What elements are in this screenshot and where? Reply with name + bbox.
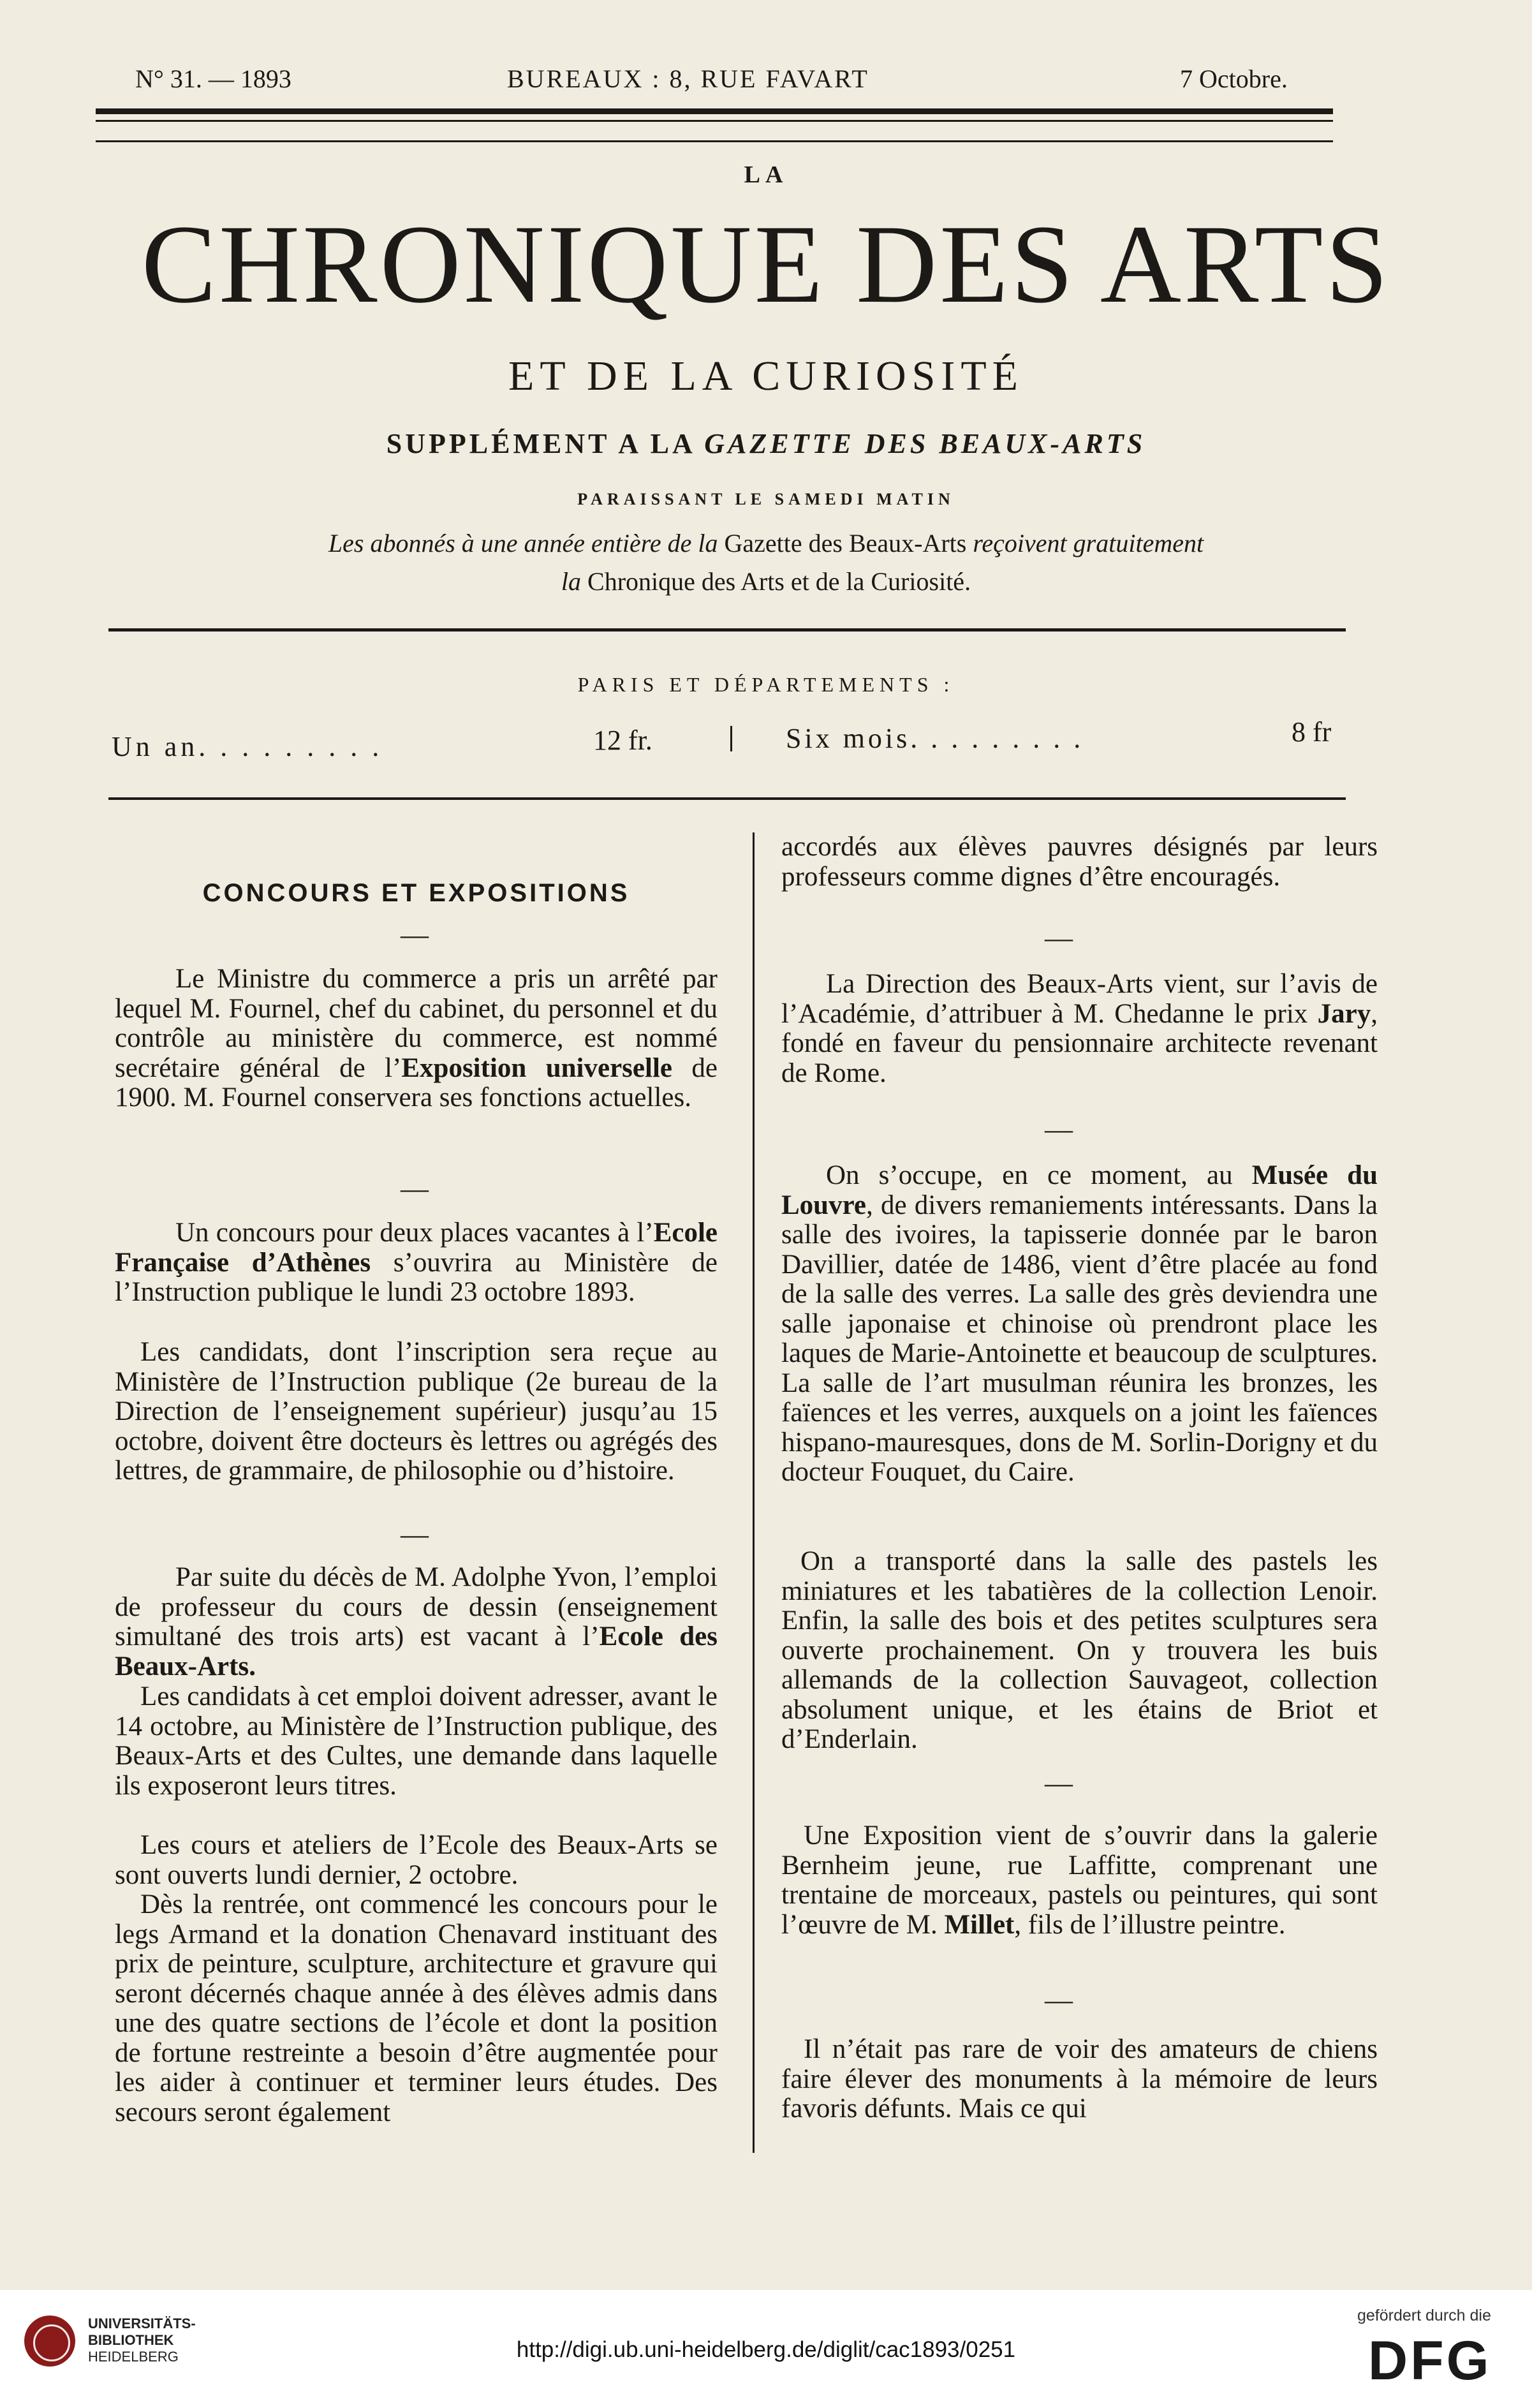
separator: — [1045,1768,1073,1799]
office-address: BUREAUX : 8, RUE FAVART [507,64,869,93]
year-label: Un an. . . . . . . . . [112,731,383,762]
text: On s’occupe, en ce moment, au [826,1160,1252,1190]
separator: — [401,919,429,950]
dfg-logo: DFG [1368,2330,1492,2391]
text: , fils de l’illustre peintre. [1014,1909,1286,1940]
paragraph-millet [781,1821,1378,1940]
subscribers-text-b: Gazette des Beaux-Arts [724,529,967,558]
funding-note: gefördert durch die [1357,2307,1491,2324]
separator: — [1045,1984,1073,2016]
paragraph-louvre [781,1161,1378,1488]
masthead-la: LA [744,161,788,188]
six-months-label: Six mois. . . . . . . . . [786,723,1084,754]
issue-number: N° 31. — 1893 [135,64,291,93]
paragraph-jary [781,970,1378,1088]
paragraph-athenes [115,1218,718,1308]
six-months-price: 8 fr [1292,716,1332,748]
supplement-gazette: GAZETTE DES BEAUX-ARTS [704,428,1146,459]
paragraph-chiens: Il n’était pas rare de voir des amateurs de chiens faire élever des monuments à la mémoire de leurs favoris défunts. Mais ce qui [781,2034,1378,2124]
column-divider [753,832,755,2153]
masthead-title: CHRONIQUE DES ARTS [141,202,1391,327]
paragraph-emploi: Les candidats à cet emploi doivent adresser, avant le 14 octobre, au Ministère de l’Instruction publique, des Beaux-Arts et des Cultes, une demande dans laquelle ils exposeront leurs titres. [115,1681,718,1801]
price-divider [730,726,732,751]
bold-text: Exposition universelle [401,1053,672,1083]
text: Une Exposition vient de s’ouvrir dans la galerie Bernheim jeune, rue Laffitte, comprenant une trentaine de morceaux, pastels ou peintures, qui sont l’œuvre de M. [781,1821,1378,1940]
schedule-line: PARAISSANT LE SAMEDI MATIN [577,490,955,508]
bold-text: Millet [944,1909,1015,1940]
separator: — [1045,1114,1073,1145]
bold-text: Ecole des Beaux-Arts. [115,1621,718,1681]
text: , fondé en faveur du pensionnaire architecte revenant de Rome. [781,998,1378,1088]
paragraph-rentree: Dès la rentrée, ont commencé les concours pour le legs Armand et la donation Chenavard instituant des prix de peinture, sculpture, architecture et gravure qui seront décernés chaque année à des élèves admis dans une des quatre sections de l’école et dont la position de fortune restreinte a besoin d’être augmentée pour les aider à continuer et terminer leurs études. Des secours seront également [115,1889,718,2127]
supplement-line [0,427,1532,460]
text: La Direction des Beaux-Arts vient, sur l’avis de l’Académie, d’attribuer à M. Chedanne le prix [781,969,1378,1029]
section-heading: CONCOURS ET EXPOSITIONS [202,879,630,907]
issue-date: 7 Octobre. [1180,64,1288,93]
text: Par suite du décès de M. Adolphe Yvon, l’emploi de professeur du cours de dessin (enseignement simultané des trois arts) est vacant à l’ [115,1562,718,1651]
library-line: BIBLIOTHEK [88,2332,174,2348]
subscribers-line-2 [0,566,1532,596]
text: , de divers remaniements intéressants. Dans la salle des ivoires, la tapisserie donnée par le baron Davillier, datée de 1486, vient d’être placée au fond de la salle des verres. La salle des grès deviendra une salle japonaise et chinoise où prendront place les laques de Marie-Antoinette et beaucoup de sculptures. La salle de l’art musulman réunira les bronzes, les faïences et les verres, auxquels on a joint les faïences hispano-mauresques, dons de M. Sorlin-Dorigny et du docteur Fouquet, du Caire. [781,1190,1378,1487]
masthead-bottom-rule [108,628,1346,632]
subscribers-text-a: Les abonnés à une année entière de la [328,529,725,558]
subscribers-line-1 [0,528,1532,558]
paragraph-exposition [115,964,718,1113]
library-line: HEIDELBERG [88,2349,179,2365]
paragraph-yvon [115,1563,718,1681]
top-thin-rule [96,120,1333,122]
subscribers-text-d: la [561,567,588,596]
bold-text: Musée du Louvre [781,1160,1378,1220]
top-thick-rule [96,108,1333,114]
separator: — [1045,922,1073,954]
text: de 1900. M. Fournel conservera ses fonctions actuelles. [115,1053,718,1112]
top-thin-rule-2 [96,140,1333,142]
subscription-heading: PARIS ET DÉPARTEMENTS : [577,673,955,696]
paragraph-pastels: On a transporté dans la salle des pastels les miniatures et les tabatières de la collection Lenoir. Enfin, la salle des bois et des petites sculptures sera ouverte prochainement. On y trouvera les buis allemands de la collection Sauvageot, collection absolument unique, et les étains de Briot et d’Enderlain. [781,1546,1378,1754]
masthead-subtitle: ET DE LA CURIOSITÉ [508,353,1024,399]
digitization-footer [0,2290,1532,2408]
permalink-url[interactable]: http://digi.ub.uni-heidelberg.de/diglit/cac1893/0251 [516,2337,1016,2362]
paragraph-cours: Les cours et ateliers de l’Ecole des Beaux-Arts se sont ouverts lundi dernier, 2 octobre. [115,1830,718,1890]
separator: — [401,1519,429,1550]
year-price: 12 fr. [593,725,652,756]
text: Le Ministre du commerce a pris un arrêté par lequel M. Fournel, chef du cabinet, du personnel et du contrôle au ministère du commerce, est nommé secrétaire général de l’ [115,964,718,1083]
subscription-bottom-rule [108,797,1346,800]
supplement-prefix: SUPPLÉMENT A LA [386,428,705,459]
text: Un concours pour deux places vacantes à l’ [175,1218,654,1248]
library-line: UNIVERSITÄTS- [88,2316,196,2331]
text: s’ouvrira au Ministère de l’Instruction publique le lundi 23 octobre 1893. [115,1247,718,1307]
paragraph-accordes: accordés aux élèves pauvres désignés par leurs professeurs comme dignes d’être encouragés. [781,832,1378,892]
separator: — [401,1173,429,1204]
paragraph-candidats: Les candidats, dont l’inscription sera reçue au Ministère de l’Instruction publique (2e bureau de la Direction de l’enseignement supérieur) jusqu’au 15 octobre, doivent être docteurs ès lettres ou agrégés des lettres, de grammaire, de philosophie ou d’histoire. [115,1337,718,1486]
subscribers-text-e: Chronique des Arts et de la Curiosité. [587,567,971,596]
bold-text: Jary [1317,998,1371,1029]
bold-text: Ecole Française d’Athènes [115,1218,718,1278]
subscribers-text-c: reçoivent gratuitement [966,529,1204,558]
